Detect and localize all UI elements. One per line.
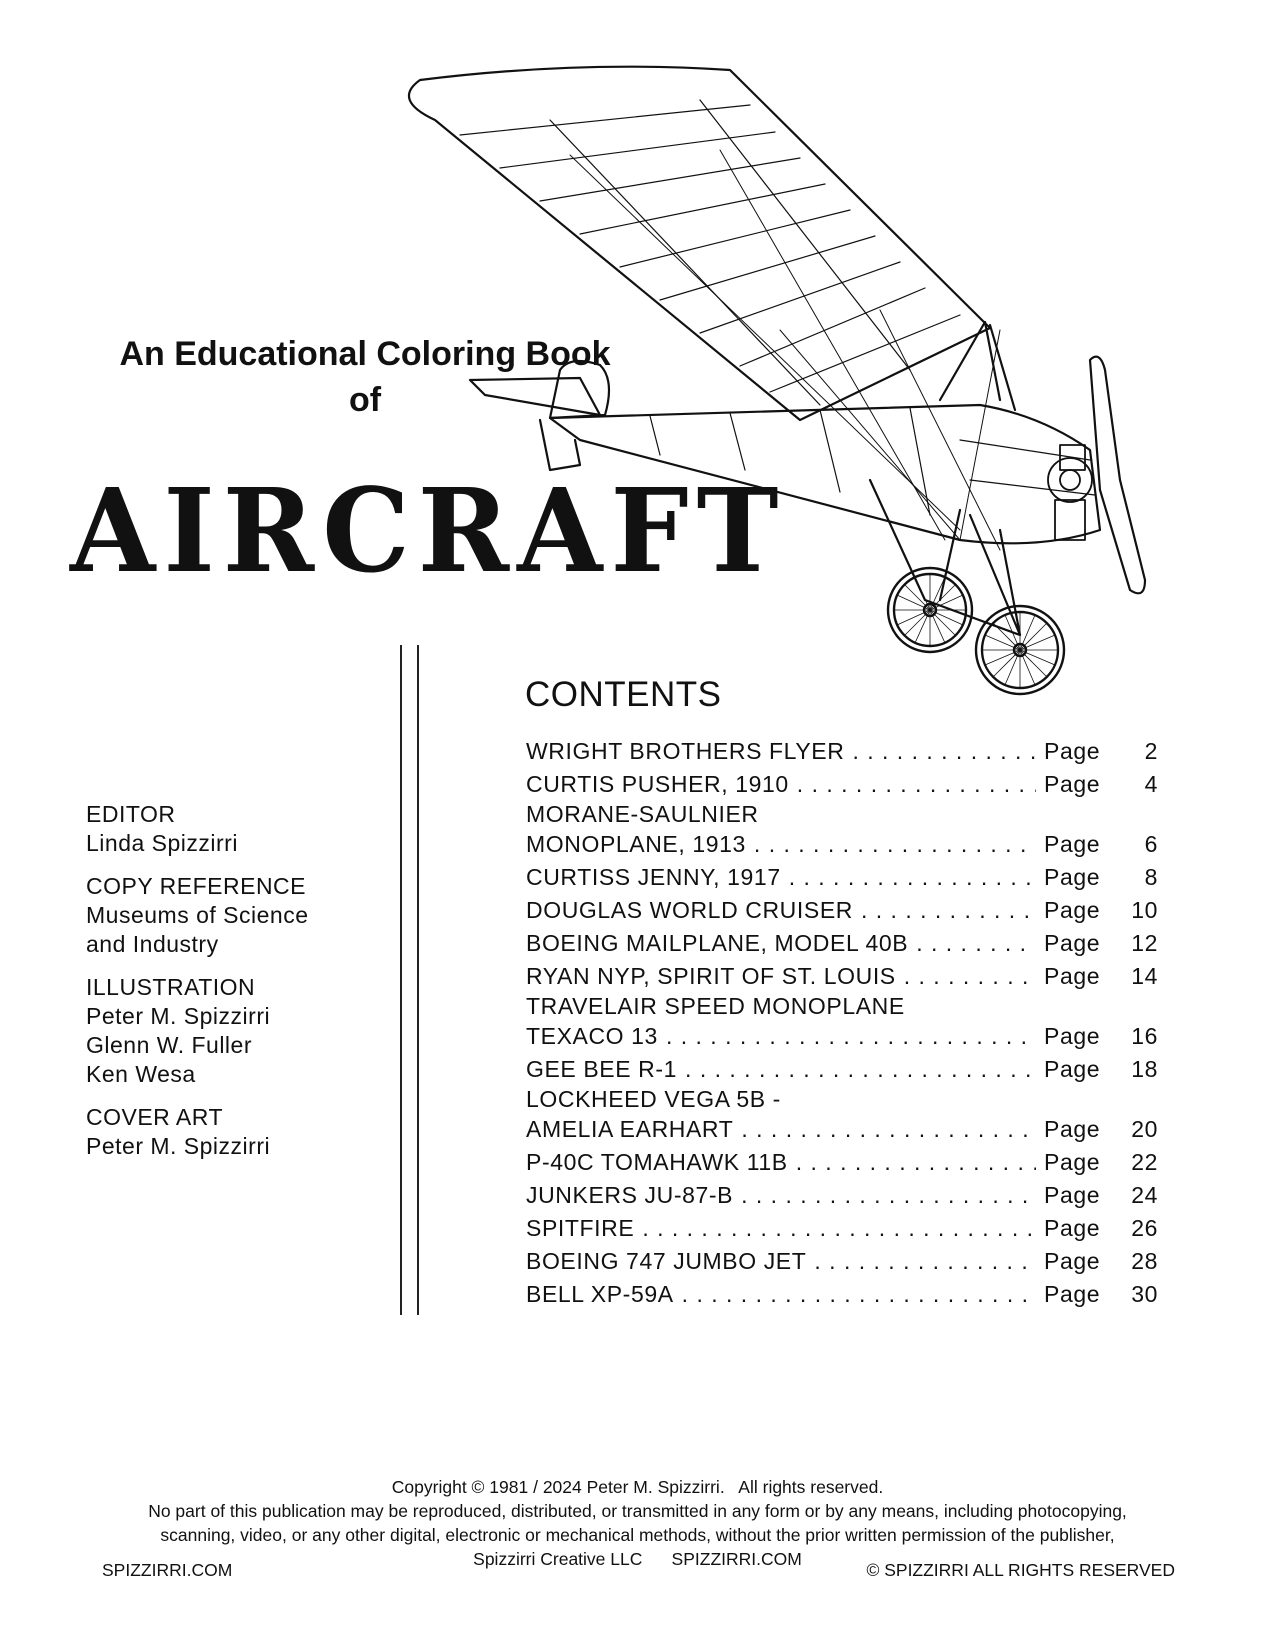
wing-ribs bbox=[460, 100, 960, 405]
toc-entry bbox=[526, 1179, 1158, 1212]
toc-dot-leader bbox=[685, 1053, 1036, 1086]
credit-name: Linda Spizzirri bbox=[86, 830, 238, 856]
toc-page-word: Page bbox=[1044, 1116, 1101, 1142]
credit-name: Ken Wesa bbox=[86, 1061, 196, 1087]
toc-page-number: 2 bbox=[1144, 738, 1158, 764]
toc-entry-title: TEXACO 13 bbox=[526, 1023, 658, 1049]
toc-entry bbox=[526, 927, 1158, 960]
toc-page-word: Page bbox=[1044, 1023, 1101, 1049]
toc-entry-title: CURTISS JENNY, 1917 bbox=[526, 864, 781, 890]
toc-entry bbox=[526, 1146, 1158, 1179]
copyright-line: Copyright © 1981 / 2024 Peter M. Spizzirri. All rights reserved. bbox=[391, 1477, 884, 1497]
credit-name: Glenn W. Fuller bbox=[86, 1032, 252, 1058]
toc-entry-title: P-40C TOMAHAWK 11B bbox=[526, 1149, 788, 1175]
toc-page-number: 6 bbox=[1144, 831, 1158, 857]
tail-fin bbox=[550, 361, 609, 418]
toc-entry-line bbox=[526, 1146, 1158, 1179]
toc-entry-title: DOUGLAS WORLD CRUISER bbox=[526, 897, 853, 923]
toc-entry bbox=[526, 1053, 1158, 1086]
toc-entry-title-line: LOCKHEED VEGA 5B - bbox=[526, 1086, 781, 1112]
toc-dot-leader bbox=[789, 861, 1036, 894]
toc-page-word: Page bbox=[1044, 1149, 1101, 1175]
toc-entry-line bbox=[526, 1212, 1158, 1245]
toc-page-word: Page bbox=[1044, 864, 1101, 890]
toc-dot-leader bbox=[741, 1179, 1036, 1212]
toc-page-number: 8 bbox=[1144, 864, 1158, 890]
propeller bbox=[1090, 357, 1145, 594]
toc-dot-leader bbox=[797, 768, 1036, 801]
toc-entry bbox=[526, 1278, 1158, 1311]
toc-entry-title: WRIGHT BROTHERS FLYER bbox=[526, 738, 845, 764]
subtitle-line-2: of bbox=[348, 381, 382, 419]
toc-dot-leader bbox=[814, 1245, 1036, 1278]
copyright-line: Spizzirri Creative LLC SPIZZIRRI.COM bbox=[473, 1549, 802, 1569]
toc-page-number: 12 bbox=[1131, 930, 1158, 956]
toc-page-number: 18 bbox=[1131, 1056, 1158, 1082]
toc-entry-line bbox=[526, 927, 1158, 960]
toc-page-number: 26 bbox=[1131, 1215, 1158, 1241]
credit-cover-art bbox=[86, 1103, 386, 1161]
credit-editor bbox=[86, 800, 386, 858]
cover-title: AIRCRAFT bbox=[70, 462, 787, 599]
toc-page-number: 28 bbox=[1131, 1248, 1158, 1274]
toc-entry-line bbox=[526, 735, 1158, 768]
toc-dot-leader bbox=[904, 960, 1036, 993]
toc-dot-leader bbox=[861, 894, 1036, 927]
toc-entry-title: BOEING MAILPLANE, MODEL 40B bbox=[526, 930, 909, 956]
toc-page-word: Page bbox=[1044, 1281, 1101, 1307]
wheel-rear bbox=[976, 606, 1064, 694]
toc-entry bbox=[526, 1212, 1158, 1245]
credit-role: EDITOR bbox=[86, 801, 176, 827]
toc-entry-title: SPITFIRE bbox=[526, 1215, 635, 1241]
copyright-line: scanning, video, or any other digital, electronic or mechanical methods, without the prior written permission of the publisher, bbox=[160, 1525, 1115, 1545]
toc-page-word: Page bbox=[1044, 1248, 1101, 1274]
credit-role: ILLUSTRATION bbox=[86, 974, 256, 1000]
toc-entry-title: GEE BEE R-1 bbox=[526, 1056, 678, 1082]
divider-rule-left bbox=[400, 645, 402, 1315]
toc-entry-line bbox=[526, 894, 1158, 927]
copyright-notice bbox=[80, 1475, 1195, 1571]
toc-dot-leader bbox=[754, 828, 1036, 861]
toc-entry-line bbox=[526, 1179, 1158, 1212]
toc-page-number: 14 bbox=[1131, 963, 1158, 989]
table-of-contents bbox=[526, 735, 1158, 1311]
footer-rights: © SPIZZIRRI ALL RIGHTS RESERVED bbox=[866, 1560, 1175, 1580]
toc-page-number: 10 bbox=[1131, 897, 1158, 923]
footer-website: SPIZZIRRI.COM bbox=[102, 1560, 233, 1580]
toc-entry-line bbox=[526, 1053, 1158, 1086]
credit-role: COVER ART bbox=[86, 1104, 223, 1130]
toc-entry bbox=[526, 1086, 1158, 1146]
toc-dot-leader bbox=[796, 1146, 1036, 1179]
toc-entry-title: BOEING 747 JUMBO JET bbox=[526, 1248, 807, 1274]
toc-entry bbox=[526, 993, 1158, 1053]
toc-entry-line bbox=[526, 861, 1158, 894]
credit-illustration bbox=[86, 973, 386, 1089]
divider-rule-right bbox=[417, 645, 419, 1315]
credit-name: Museums of Science bbox=[86, 902, 309, 928]
credit-name: Peter M. Spizzirri bbox=[86, 1003, 271, 1029]
tail-plane bbox=[470, 378, 600, 415]
toc-entry bbox=[526, 768, 1158, 801]
fuselage bbox=[550, 405, 1100, 543]
toc-entry bbox=[526, 894, 1158, 927]
toc-page-word: Page bbox=[1044, 1056, 1101, 1082]
toc-entry-line bbox=[526, 828, 1158, 861]
toc-entry-title: AMELIA EARHART bbox=[526, 1116, 734, 1142]
toc-entry-title: MONOPLANE, 1913 bbox=[526, 831, 746, 857]
toc-entry-title: JUNKERS JU-87-B bbox=[526, 1182, 734, 1208]
toc-entry bbox=[526, 801, 1158, 861]
toc-page-word: Page bbox=[1044, 1182, 1101, 1208]
toc-entry bbox=[526, 861, 1158, 894]
credit-role: COPY REFERENCE bbox=[86, 873, 307, 899]
toc-page-number: 4 bbox=[1144, 771, 1158, 797]
toc-page-word: Page bbox=[1044, 1215, 1101, 1241]
toc-dot-leader bbox=[741, 1113, 1036, 1146]
toc-entry-line bbox=[526, 768, 1158, 801]
toc-entry-title: RYAN NYP, SPIRIT OF ST. LOUIS bbox=[526, 963, 896, 989]
wing-outline bbox=[409, 67, 990, 420]
toc-dot-leader bbox=[682, 1278, 1036, 1311]
contents-heading: CONTENTS bbox=[525, 675, 722, 714]
toc-page-number: 16 bbox=[1131, 1023, 1158, 1049]
toc-dot-leader bbox=[852, 735, 1036, 768]
toc-entry-title-line: MORANE-SAULNIER bbox=[526, 801, 759, 827]
toc-entry bbox=[526, 735, 1158, 768]
credit-copy-reference bbox=[86, 872, 386, 959]
toc-page-word: Page bbox=[1044, 897, 1101, 923]
wheel-front bbox=[888, 568, 972, 652]
toc-entry-title: CURTIS PUSHER, 1910 bbox=[526, 771, 789, 797]
toc-entry-title-line: TRAVELAIR SPEED MONOPLANE bbox=[526, 993, 905, 1019]
toc-entry-title: BELL XP-59A bbox=[526, 1281, 674, 1307]
toc-entry-line bbox=[526, 1113, 1158, 1146]
toc-entry-line bbox=[526, 960, 1158, 993]
toc-page-word: Page bbox=[1044, 771, 1101, 797]
toc-entry-line bbox=[526, 1278, 1158, 1311]
toc-page-number: 22 bbox=[1131, 1149, 1158, 1175]
toc-page-number: 30 bbox=[1131, 1281, 1158, 1307]
toc-dot-leader bbox=[666, 1020, 1036, 1053]
monoplane-illustration bbox=[400, 60, 1220, 730]
toc-entry-line bbox=[526, 1245, 1158, 1278]
cabane-struts bbox=[940, 322, 1015, 410]
toc-dot-leader bbox=[642, 1212, 1036, 1245]
toc-page-word: Page bbox=[1044, 831, 1101, 857]
toc-entry bbox=[526, 960, 1158, 993]
toc-dot-leader bbox=[916, 927, 1036, 960]
toc-page-word: Page bbox=[1044, 738, 1101, 764]
credit-name: and Industry bbox=[86, 931, 219, 957]
toc-page-word: Page bbox=[1044, 963, 1101, 989]
subtitle-line-1: An Educational Coloring Book bbox=[119, 335, 611, 373]
toc-entry bbox=[526, 1245, 1158, 1278]
credits bbox=[86, 800, 386, 1175]
copyright-line: No part of this publication may be reproduced, distributed, or transmitted in any form or by any means, including photocopying, bbox=[148, 1501, 1127, 1521]
toc-entry-line bbox=[526, 1020, 1158, 1053]
credit-name: Peter M. Spizzirri bbox=[86, 1133, 271, 1159]
toc-page-word: Page bbox=[1044, 930, 1101, 956]
toc-page-number: 24 bbox=[1131, 1182, 1158, 1208]
toc-page-number: 20 bbox=[1131, 1116, 1158, 1142]
